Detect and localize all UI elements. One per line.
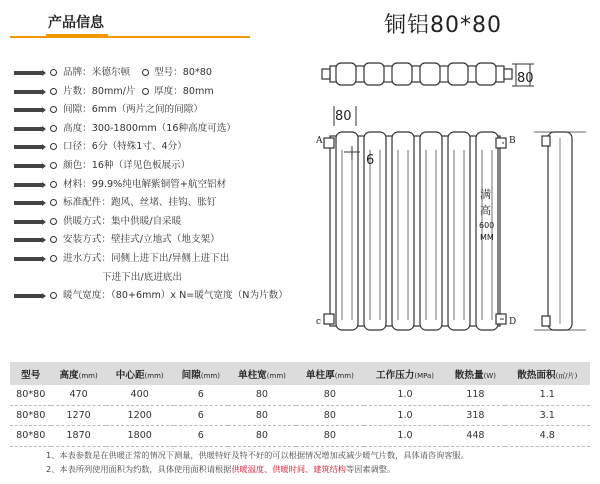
col-header: 中心距(mm) (106, 362, 174, 385)
table-cell: 3.1 (505, 405, 590, 426)
table-cell: 1800 (106, 426, 174, 447)
spec-row (14, 287, 314, 306)
height-dimension (500, 143, 504, 319)
circle-icon (50, 143, 57, 150)
model-title: 铜铝80*80 (384, 13, 502, 38)
circle-icon (50, 69, 57, 76)
table-cell: 448 (446, 426, 504, 447)
bullet-arrow-icon (14, 183, 42, 187)
bullet-arrow-icon (14, 127, 42, 131)
bullet-arrow-icon (14, 257, 42, 261)
circle-icon (50, 162, 57, 169)
table-cell: 80 (228, 385, 296, 405)
table-cell: 4.8 (505, 426, 590, 447)
circle-icon (50, 106, 57, 113)
table-cell: 80 (296, 385, 364, 405)
header-rule (10, 36, 250, 38)
table-cell: 80 (228, 426, 296, 447)
spec-label: 颜色：16种（详见色板展示） (63, 159, 191, 171)
bullet-arrow-icon (14, 164, 42, 168)
spec-label-secondary: 厚度：80mm (154, 85, 214, 97)
spec-row (14, 138, 314, 157)
label-c: c (316, 317, 322, 327)
spec-label: 品牌：米德尔顿 (63, 67, 131, 78)
spec-label: 进水方式：同侧上进下出/异侧上进下出 (63, 252, 230, 264)
label-b: B (509, 136, 516, 146)
circle-icon (142, 88, 149, 95)
col-header: 散热量(W) (446, 362, 504, 385)
height-label-3: 600 (479, 221, 495, 230)
spec-row (14, 231, 314, 250)
table-cell: 1270 (51, 405, 105, 426)
circle-icon (50, 88, 57, 95)
height-label-2: 高 (480, 204, 491, 217)
note-2: 2、本表所列使用面积为约数，具体使用面积请根据供暖温度、供暖时间、建筑结构等因素调整。 (46, 464, 396, 474)
spec-label: 间隙：6mm（两片之间的间隙） (63, 104, 203, 116)
spec-row (14, 176, 314, 195)
spec-label: 下进下出/底进底出 (102, 271, 182, 283)
spec-list (14, 64, 314, 306)
spec-row (14, 120, 314, 139)
spec-label: 暖气宽度：（80+6mm）x N=暖气宽度（N为片数） (63, 290, 288, 302)
height-label-1: 满 (480, 188, 491, 201)
spec-label: 片数：80mm/片 (63, 85, 136, 97)
spec-label: 高度：300-1800mm（16种高度可选） (63, 122, 237, 134)
radiator-diagram (316, 40, 600, 340)
spec-table (10, 362, 590, 447)
table-cell: 1200 (106, 405, 174, 426)
top-view (322, 63, 512, 85)
gap-dim-label: 6 (366, 153, 375, 168)
bullet-arrow-icon (14, 145, 42, 149)
bullet-arrow-icon (14, 71, 42, 75)
bullet-arrow-icon (14, 201, 42, 205)
circle-icon (50, 181, 57, 188)
table-cell: 1.1 (505, 385, 590, 405)
table-row (10, 426, 590, 447)
table-row (10, 405, 590, 426)
col-header: 散热面积(㎡/片) (505, 362, 590, 385)
section-title: 产品信息 (48, 15, 104, 31)
circle-icon (142, 69, 149, 76)
table-header-row (10, 362, 590, 385)
circle-icon (50, 236, 57, 243)
header-accent (46, 34, 108, 36)
front-view (324, 132, 506, 330)
note-1: 1、本表参数是在供暖正常的情况下测量，供暖特好及特不好的可以根据情况增加或减少暖气片数，具体请咨询客服。 (46, 450, 469, 460)
bullet-arrow-icon (14, 238, 42, 242)
table-cell: 80 (296, 426, 364, 447)
col-header: 单柱宽(mm) (228, 362, 296, 385)
circle-icon (50, 255, 57, 262)
top-dim-label: 80 (517, 71, 534, 86)
spec-label: 标准配件：跑风、丝堵、挂钩、胀钉 (63, 197, 217, 209)
spec-label: 供暖方式：集中供暖/自采暖 (63, 215, 182, 227)
side-view (534, 132, 586, 330)
table-cell: 1.0 (364, 385, 446, 405)
circle-icon (50, 292, 57, 299)
spec-row (14, 250, 314, 269)
table-notes (46, 448, 592, 476)
table-cell: 1870 (51, 426, 105, 447)
spec-label: 口径：6分（特殊1寸、4分） (63, 141, 187, 153)
col-header: 工作压力(MPa) (364, 362, 446, 385)
spec-row (14, 83, 314, 102)
table-cell: 1.0 (364, 426, 446, 447)
circle-icon (50, 199, 57, 206)
spec-label-secondary: 型号：80*80 (154, 67, 212, 78)
circle-icon (50, 125, 57, 132)
bullet-arrow-icon (14, 108, 42, 112)
table-cell: 6 (174, 405, 228, 426)
table-cell: 400 (106, 385, 174, 405)
table-row (10, 385, 590, 405)
col-header: 型号 (10, 362, 51, 385)
spec-row (14, 101, 314, 120)
spec-row (14, 64, 314, 83)
col-header: 间隙(mm) (174, 362, 228, 385)
spec-row (14, 157, 314, 176)
note-highlight: 供暖温度、供暖时间、建筑结构 (231, 464, 346, 474)
spec-row (14, 194, 314, 213)
table-cell: 470 (51, 385, 105, 405)
table-cell: 80*80 (10, 385, 51, 405)
width-dim-label: 80 (335, 109, 352, 124)
spec-label: 安装方式：壁挂式/立地式（地支架） (63, 234, 220, 246)
table-cell: 118 (446, 385, 504, 405)
circle-icon (50, 218, 57, 225)
table-cell: 1.0 (364, 405, 446, 426)
height-label-4: MM (480, 233, 494, 242)
table-cell: 80 (228, 405, 296, 426)
table-cell: 6 (174, 385, 228, 405)
spec-row (14, 269, 314, 288)
table-cell: 318 (446, 405, 504, 426)
bullet-arrow-icon (14, 220, 42, 224)
bullet-arrow-icon (14, 294, 42, 298)
spec-row (14, 213, 314, 232)
spec-label: 材料：99.9%纯电解紫铜管+航空铝材 (63, 178, 227, 190)
col-header: 高度(mm) (51, 362, 105, 385)
table-cell: 80*80 (10, 405, 51, 426)
bullet-arrow-icon (14, 90, 42, 94)
label-a: A (316, 136, 323, 146)
table-cell: 80 (296, 405, 364, 426)
col-header: 单柱厚(mm) (296, 362, 364, 385)
table-cell: 6 (174, 426, 228, 447)
label-d: D (509, 317, 517, 327)
table-cell: 80*80 (10, 426, 51, 447)
